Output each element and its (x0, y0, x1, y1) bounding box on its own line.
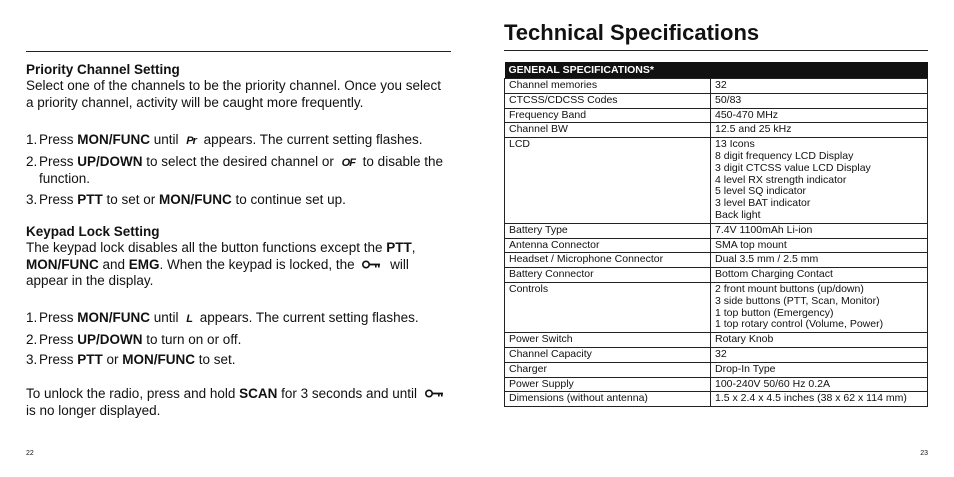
spec-label: Headset / Microphone Connector (505, 253, 711, 268)
keypad-step-1: 1. Press MON/FUNC until L appears. The current setting flashes. (26, 310, 451, 328)
spec-value-line: Back light (715, 208, 761, 221)
table-row (505, 282, 928, 332)
keypad-heading: Keypad Lock Setting (26, 224, 160, 239)
spec-label: Antenna Connector (505, 238, 711, 253)
priority-intro: Select one of the channels to be the priority channel. Once you select a priority channel, activity will be caught more frequently. (26, 78, 442, 110)
spec-value-line: 1 top button (Emergency) (715, 306, 834, 319)
spec-value-line: 50/83 (715, 93, 742, 106)
spec-label: Battery Connector (505, 268, 711, 283)
spec-value-line: 1.5 x 2.4 x 4.5 inches (38 x 62 x 114 mm) (715, 392, 907, 405)
spec-label: Channel memories (505, 79, 711, 94)
priority-step-2: 2. Press UP/DOWN to select the desired channel or OF to disable the function. (26, 153, 443, 186)
lcd-l-icon: L (186, 313, 193, 325)
spec-value-line: 3 level BAT indicator (715, 197, 811, 210)
spec-value-line: SMA top mount (715, 238, 787, 251)
spec-label: Battery Type (505, 223, 711, 238)
spec-value-line: 7.4V 1100mAh Li-ion (715, 223, 813, 236)
spec-value (711, 333, 928, 348)
spec-value-line: Rotary Knob (715, 333, 774, 346)
spec-value-line: 4 level RX strength indicator (715, 173, 847, 186)
key-lock-icon (362, 257, 382, 274)
top-rule (26, 51, 451, 52)
unlock-instructions: To unlock the radio, press and hold SCAN for 3 seconds and until is no longer displayed. (26, 386, 451, 419)
spec-value-line: 100-240V 50/60 Hz 0.2A (715, 377, 830, 390)
spec-value (711, 253, 928, 268)
page-title: Technical Specifications (504, 20, 760, 45)
specs-table (504, 62, 928, 407)
table-row (505, 79, 928, 94)
spec-value-line: 3 digit CTCSS value LCD Display (715, 161, 871, 174)
spec-value-line: 3 side buttons (PTT, Scan, Monitor) (715, 294, 880, 307)
specs-table-header: GENERAL SPECIFICATIONS* (505, 62, 928, 79)
spec-value (711, 108, 928, 123)
spec-label: Channel BW (505, 123, 711, 138)
table-row (505, 362, 928, 377)
spec-value-line: Bottom Charging Contact (715, 268, 833, 281)
spec-value-line: 32 (715, 79, 727, 91)
table-row (505, 347, 928, 362)
spec-value (711, 362, 928, 377)
page-number-right: 23 (920, 450, 928, 457)
spec-value-line: 12.5 and 25 kHz (715, 123, 792, 136)
table-row (505, 138, 928, 224)
table-row (505, 333, 928, 348)
key-lock-icon (425, 386, 445, 403)
priority-step-3: 3. Press PTT to set or MON/FUNC to continue set up. (26, 191, 346, 207)
table-row (505, 93, 928, 108)
keypad-steps (26, 310, 451, 373)
table-row (505, 238, 928, 253)
spec-label: LCD (505, 138, 711, 224)
priority-step-1: 1. Press MON/FUNC until Pr appears. The current setting flashes. (26, 132, 451, 150)
keypad-step-2: 2. Press UP/DOWN to turn on or off. (26, 331, 242, 347)
spec-value-line: 5 level SQ indicator (715, 185, 807, 198)
spec-label: Power Supply (505, 377, 711, 392)
spec-value-line: 2 front mount buttons (up/down) (715, 282, 864, 295)
page-number-left: 22 (26, 450, 34, 457)
left-page (26, 0, 451, 477)
spec-label: Frequency Band (505, 108, 711, 123)
spec-label: Power Switch (505, 333, 711, 348)
spec-value-line: Dual 3.5 mm / 2.5 mm (715, 253, 819, 266)
priority-heading: Priority Channel Setting (26, 62, 180, 77)
spec-value (711, 392, 928, 407)
spec-value (711, 138, 928, 224)
spec-label: Dimensions (without antenna) (505, 392, 711, 407)
spec-value (711, 377, 928, 392)
table-row (505, 268, 928, 283)
spec-value-line: 8 digit frequency LCD Display (715, 149, 854, 162)
spec-label: Charger (505, 362, 711, 377)
spec-value (711, 123, 928, 138)
spec-value (711, 93, 928, 108)
spec-value-line: 1 top rotary control (Volume, Power) (715, 318, 884, 331)
spec-label: Controls (505, 282, 711, 332)
spec-value (711, 347, 928, 362)
spec-value-line: Drop-In Type (715, 362, 776, 375)
spec-value (711, 79, 928, 94)
lcd-of-icon: OF (341, 156, 355, 169)
keypad-step-3: 3. Press PTT or MON/FUNC to set. (26, 352, 236, 367)
title-rule (504, 50, 928, 51)
lcd-pr-icon: Pr (186, 135, 196, 147)
spec-label: CTCSS/CDCSS Codes (505, 93, 711, 108)
table-row (505, 108, 928, 123)
spec-value (711, 223, 928, 238)
table-row (505, 123, 928, 138)
keypad-intro: The keypad lock disables all the button functions except the PTT, MON/FUNC and EMG. When the keypad is locked, the will appear in the display. (26, 240, 416, 289)
spec-value-line: 450-470 MHz (715, 108, 779, 121)
right-page (504, 0, 928, 477)
spec-value-line: 32 (715, 347, 727, 360)
spec-value (711, 268, 928, 283)
spec-value (711, 282, 928, 332)
spec-value (711, 238, 928, 253)
specs-table-body (505, 79, 928, 407)
spec-label: Channel Capacity (505, 347, 711, 362)
table-row (505, 392, 928, 407)
table-row (505, 253, 928, 268)
table-row (505, 377, 928, 392)
priority-steps (26, 132, 451, 212)
table-row (505, 223, 928, 238)
spec-value-line: 13 Icons (715, 138, 755, 151)
